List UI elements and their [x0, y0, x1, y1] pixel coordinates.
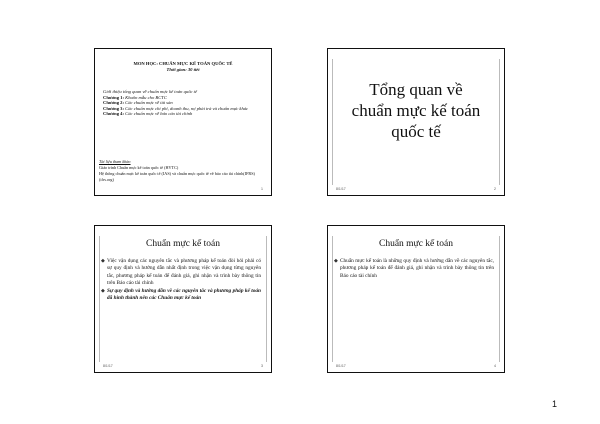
- slide-body: [101, 258, 261, 302]
- chapter-item: Chương 3: Các chuẩn mực chi phí, doanh thu, nợ phải trả và chuẩn mực khác: [103, 105, 249, 111]
- slide-date: 8/1/17: [103, 364, 113, 368]
- slide-number: 2: [494, 187, 496, 191]
- slide-rule: [332, 236, 333, 362]
- slide-title: Chuẩn mực kế toán: [378, 239, 453, 249]
- course-intro: Giới thiệu tổng quan về chuẩn mực kế toán quốc tế: [103, 89, 198, 94]
- bullet-item: ◆ Việc vận dụng các nguyên tắc và phương pháp kế toán đòi hỏi phải có sự quy định và hướng dẫn nhất định trong việc vận dụng từng nguyên tắc, phương pháp kế toán để đánh giá, ghi nhận và trình bày thông tin trên Báo cáo tài chính: [101, 258, 261, 287]
- slide-rule: [99, 236, 100, 362]
- slide-4: [327, 225, 505, 373]
- slide-number: 4: [494, 364, 496, 368]
- slide-body: [334, 258, 494, 280]
- slide-3: [94, 225, 272, 373]
- bullet-item: ◆ Sự quy định và hướng dẫn về các nguyên tắc và phương pháp kế toán đã hình thành nên các Chuẩn mực kế toán: [101, 287, 261, 302]
- slide-date: 8/1/17: [336, 364, 346, 368]
- slide-number: 1: [261, 187, 263, 191]
- slide-title: Tổng quan về chuẩn mực kế toán quốc tế: [351, 80, 481, 141]
- chapter-item: Chương 1: Khuôn mẫu cho BCTC: [103, 94, 167, 100]
- references: [99, 159, 257, 183]
- bullet-icon: ◆: [101, 288, 105, 294]
- course-header: MON HỌC: CHUẨN MỰC KẾ TOÁN QUỐC TẾ: [133, 61, 233, 66]
- course-time: Thời gian: 30 tiết: [166, 67, 200, 72]
- bullet-icon: ◆: [101, 259, 105, 264]
- chapter-list: [103, 89, 261, 117]
- slide-2: [327, 48, 505, 196]
- slide-number: 3: [261, 364, 263, 368]
- slide-title: Chuẩn mực kế toán: [145, 239, 220, 249]
- slide-rule: [266, 236, 267, 362]
- bullet-item: ◆ Chuẩn mực kế toán là những quy định và hướng dẫn về các nguyên tắc, phương pháp kế toán để đánh giá, ghi nhận và trình bày thông tin trên Báo cáo tài chính: [334, 258, 494, 279]
- references-title: Tài liệu tham khảo: [99, 159, 131, 164]
- chapter-item: Chương 4: Các chuẩn mực về báo cáo tài chính: [103, 111, 193, 117]
- bullet-icon: ◆: [334, 259, 338, 264]
- reference-item: Giáo trình Chuẩn mực kế toán quốc tế (HVTC): [99, 165, 179, 170]
- page-number: 1: [552, 399, 558, 409]
- slide-rule: [499, 236, 500, 362]
- reference-item: Hệ thống chuẩn mực kế toán quốc tế (IAS) và chuẩn mực quốc tế về báo cáo tài chính(IFRS) (ifrs.org): [99, 171, 255, 182]
- chapter-item: Chương 2: Các chuẩn mực về tài sản: [103, 100, 173, 106]
- slide-1: [94, 48, 272, 196]
- slide-date: 8/1/17: [336, 187, 346, 191]
